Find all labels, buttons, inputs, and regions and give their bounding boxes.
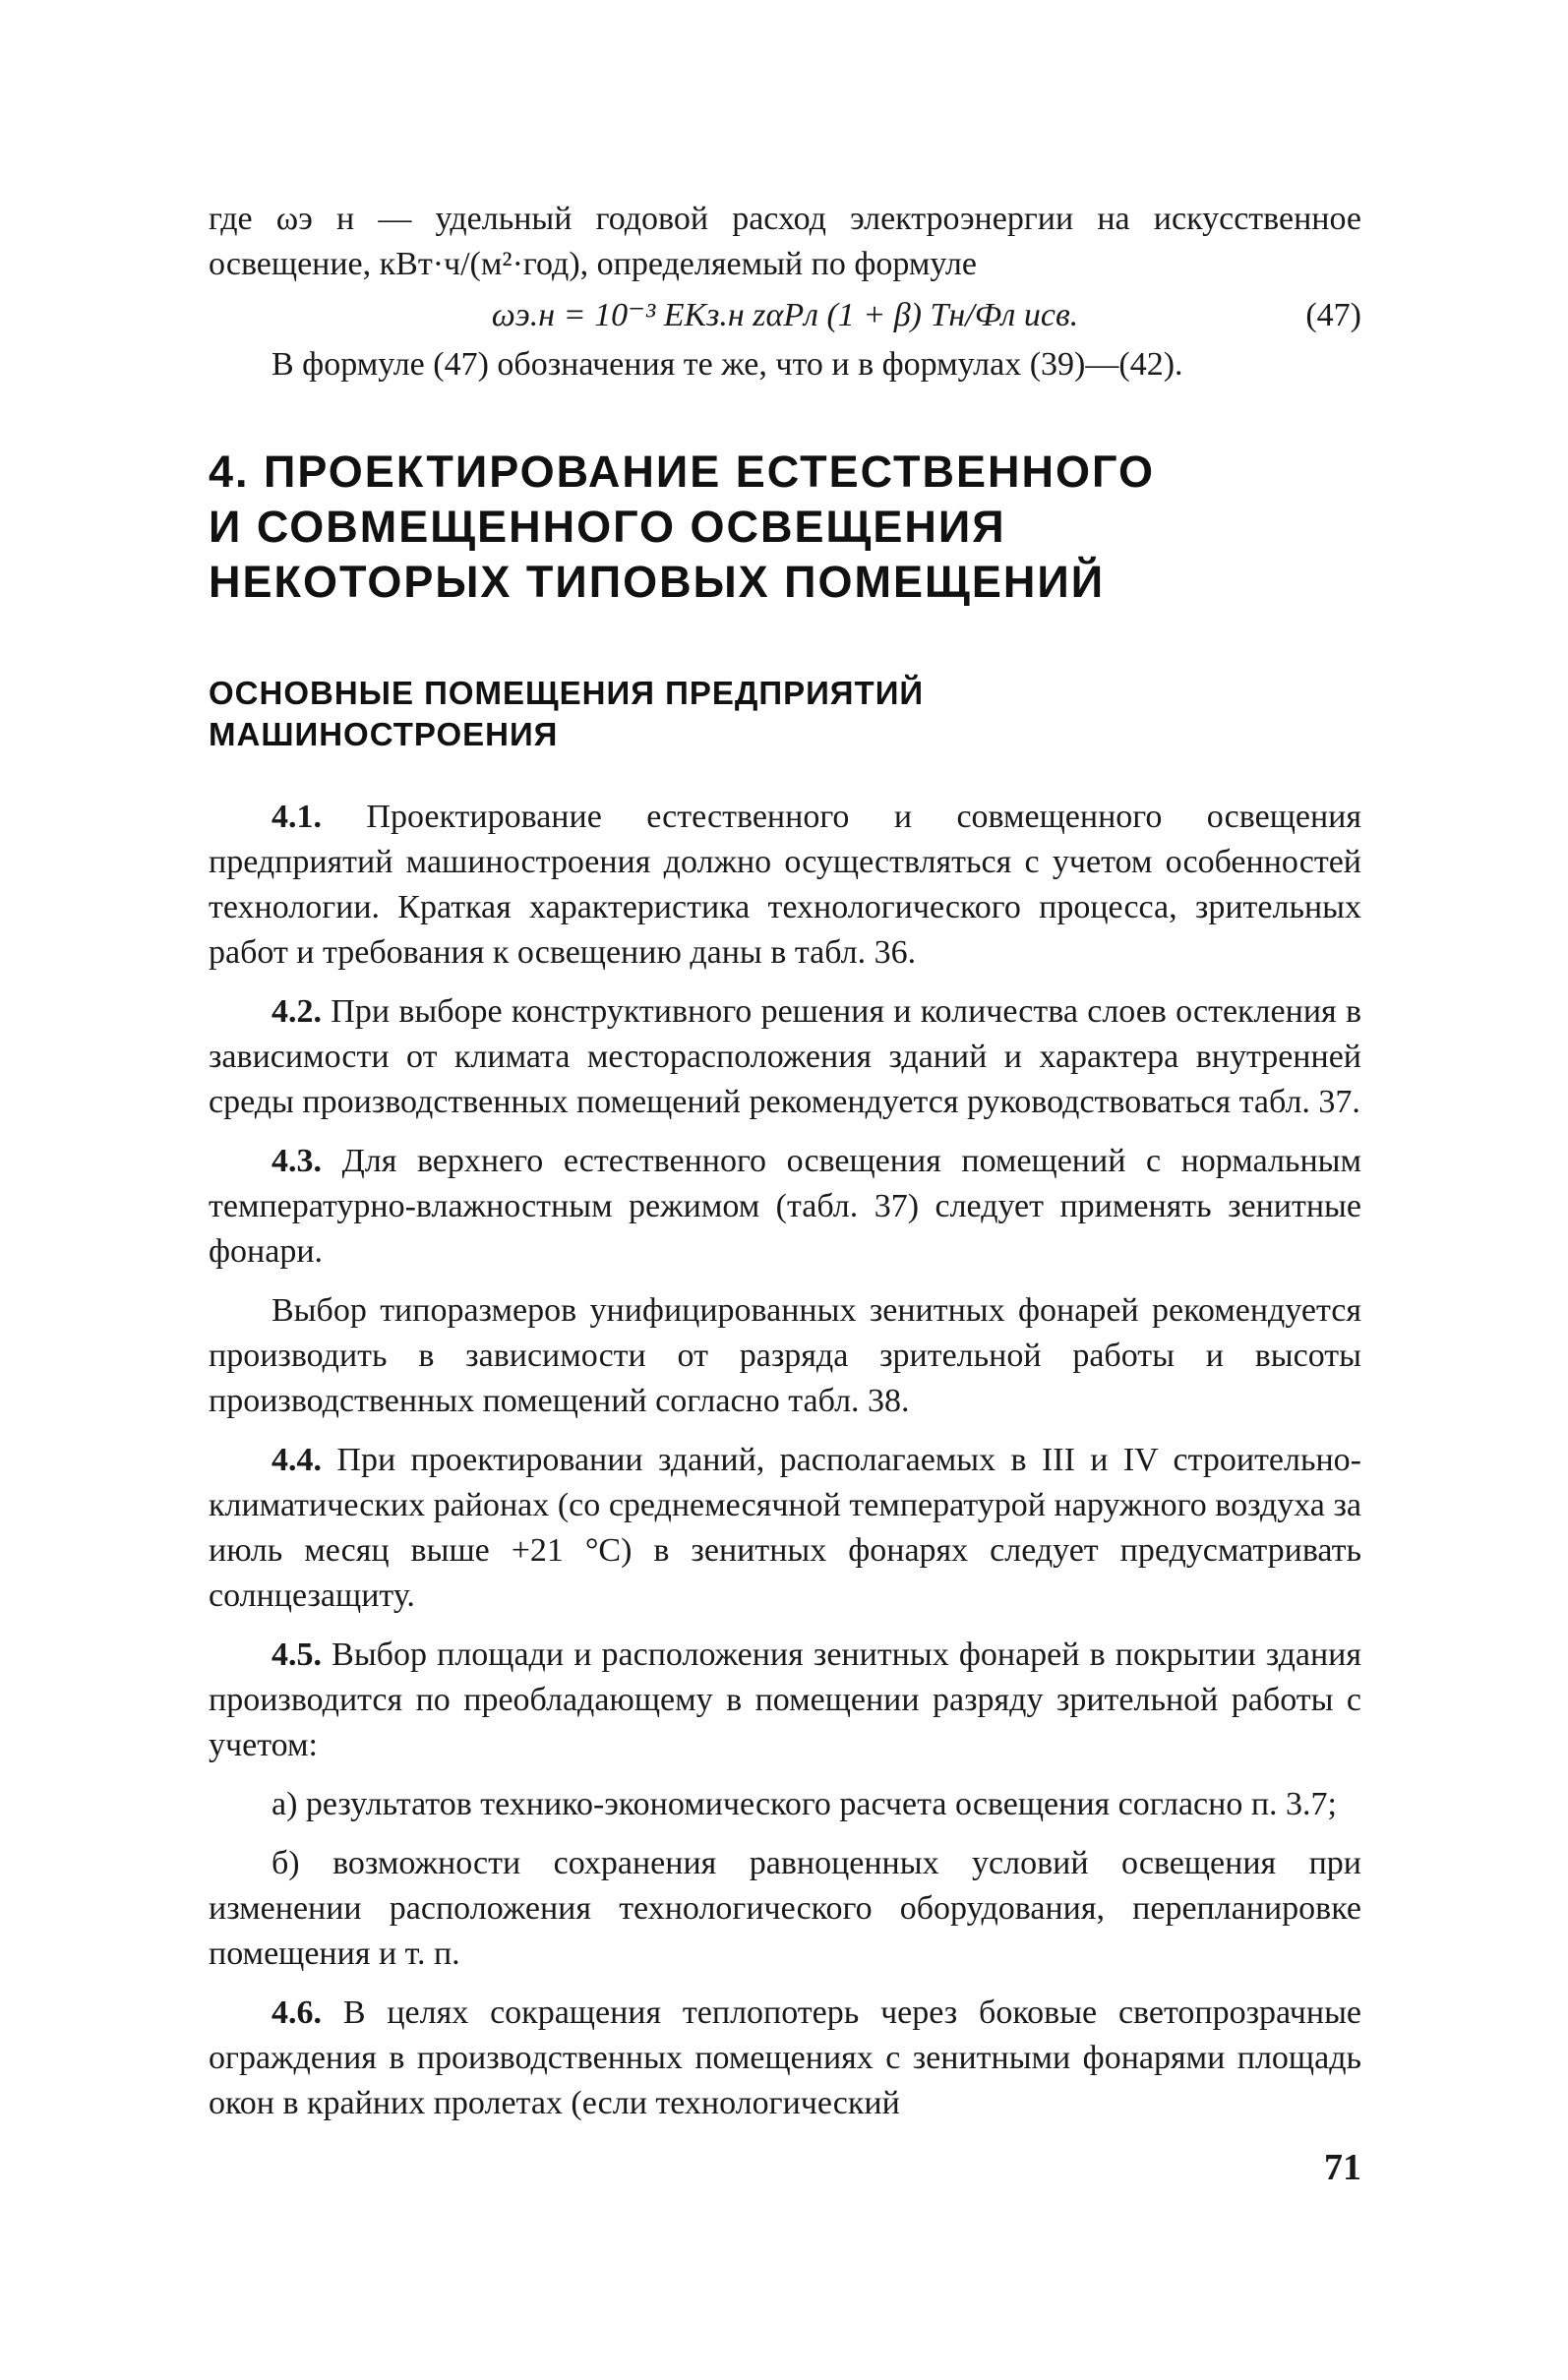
- section-title: 4. ПРОЕКТИРОВАНИЕ ЕСТЕСТВЕННОГО И СОВМЕЩЕННОГО ОСВЕЩЕНИЯ НЕКОТОРЫХ ТИПОВЫХ ПОМЕЩЕНИЙ: [209, 446, 1155, 607]
- formula-note: В формуле (47) обозначения те же, что и в формулах (39)—(42).: [271, 346, 1183, 383]
- formula-number: (47): [1305, 297, 1361, 333]
- paragraph-4-1: [209, 795, 1361, 976]
- paragraph-number: 4.2.: [271, 993, 322, 1030]
- paragraph-text: Проектирование естественного и совмещенного освещения предприятий машиностроения должно осуществляться с учетом особенностей технологии. Краткая характеристика технологического процесса, зрительных работ и требования к освещению даны в табл. 36.: [209, 799, 1361, 971]
- paragraph-text: Выбор площади и расположения зенитных фонарей в покрытии здания производится по преобладающему в помещении разряду зрительной работы с учетом:: [209, 1636, 1361, 1763]
- paragraph-text: При выборе конструктивного решения и количества слоев остекления в зависимости от климата месторасположения зданий и характера внутренней среды производственных помещений рекомендуется руководствоваться табл. 37.: [209, 993, 1361, 1120]
- paragraph-4-2: [209, 989, 1361, 1125]
- formula-expression: ωэ.н = 10⁻³ EKз.н zαPл (1 + β) Tн/Фл uсв.: [491, 297, 1079, 333]
- paragraph-number: 4.6.: [271, 1994, 322, 2031]
- paragraph-number: 4.5.: [271, 1636, 322, 1673]
- paragraph-text: Для верхнего естественного освещения помещений с нормальным температурно-влажностным режимом (табл. 37) следует применять зенитные фонари.: [209, 1143, 1361, 1270]
- page-content: [209, 197, 1361, 2126]
- paragraph-4-3: [209, 1139, 1361, 1275]
- formula-47: [209, 293, 1361, 338]
- paragraph-text: а) результатов технико-экономического расчета освещения согласно п. 3.7;: [271, 1786, 1337, 1822]
- paragraph-4-5: [209, 1633, 1361, 1768]
- paragraph-text: Выбор типоразмеров унифицированных зенитных фонарей рекомендуется производить в зависимости от разряда зрительной работы и высоты производственных помещений согласно табл. 38.: [209, 1292, 1361, 1419]
- paragraph-4-4: [209, 1438, 1361, 1619]
- section-subtitle: ОСНОВНЫЕ ПОМЕЩЕНИЯ ПРЕДПРИЯТИЙ МАШИНОСТРОЕНИЯ: [209, 675, 925, 752]
- paragraph-number: 4.4.: [271, 1442, 322, 1478]
- page-number: 71: [1324, 2147, 1361, 2188]
- paragraph-text: В целях сокращения теплопотерь через боковые светопрозрачные ограждения в производственных помещениях с зенитными фонарями площадь окон в крайних пролетах (если технологический: [209, 1994, 1362, 2121]
- paragraph-text: б) возможности сохранения равноценных условий освещения при изменении расположения технологического оборудования, перепланировке помещения и т. п.: [209, 1845, 1361, 1972]
- paragraph-number: 4.3.: [271, 1143, 322, 1179]
- paragraph-text: При проектировании зданий, располагаемых в III и IV строительно-климатических районах (со среднемесячной температурой наружного воздуха за июль месяц выше +21 °С) в зенитных фонарях следует предусматривать солнцезащиту.: [209, 1442, 1362, 1614]
- paragraph-4-6: [209, 1991, 1361, 2126]
- paragraph-4-3-cont: [209, 1288, 1361, 1424]
- paragraph-number: 4.1.: [271, 799, 322, 835]
- list-item-b: [209, 1841, 1361, 1977]
- intro-paragraph: где ωэ н — удельный годовой расход электроэнергии на искусственное освещение, кВт·ч/(м²·год), определяемый по формуле: [209, 201, 1361, 282]
- list-item-a: [209, 1782, 1361, 1827]
